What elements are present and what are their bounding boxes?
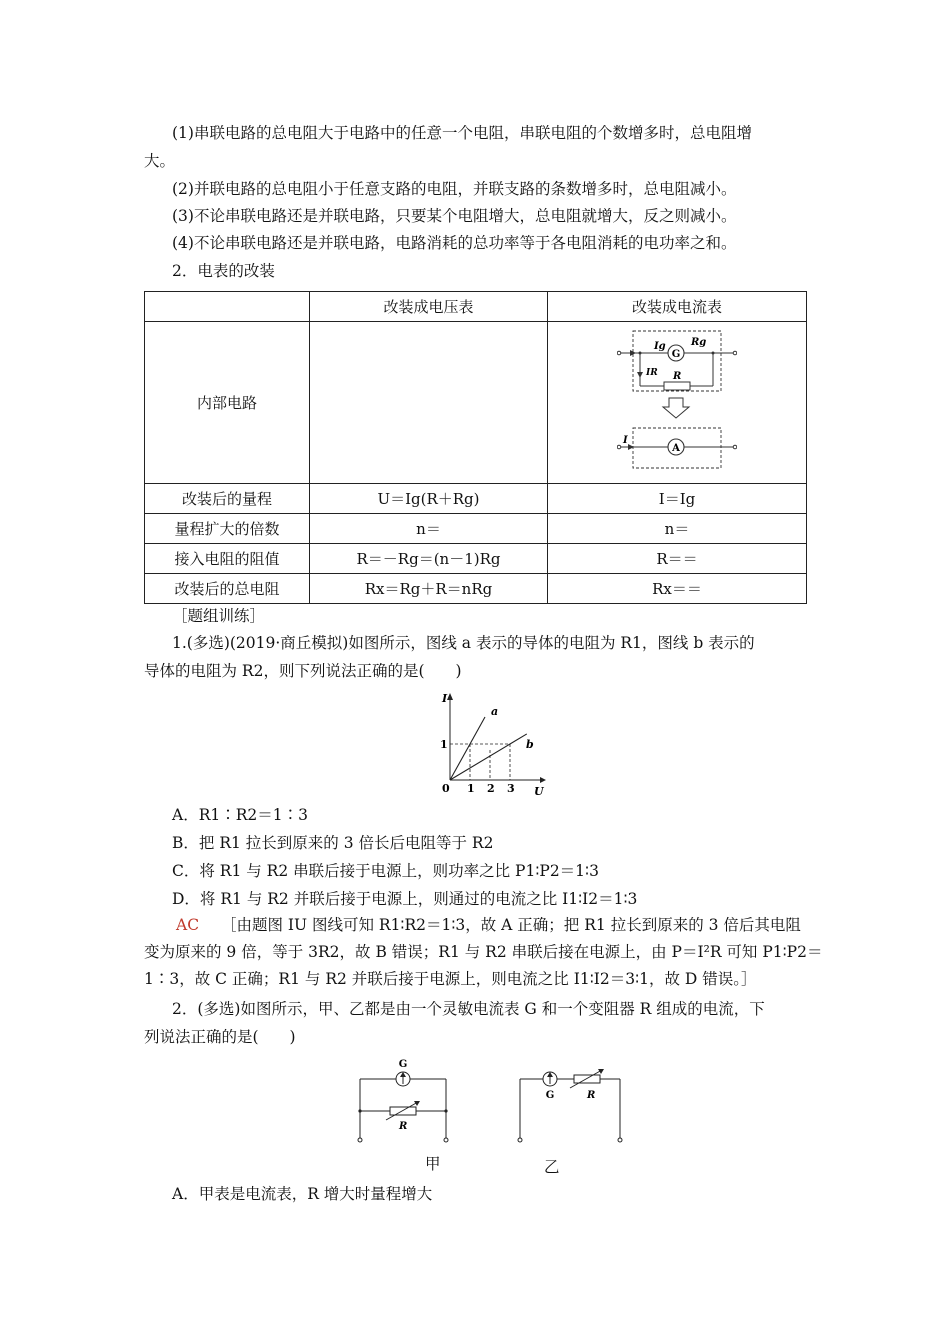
g-label: G — [545, 1090, 555, 1101]
series-line-b — [450, 734, 527, 780]
intro-paragraph-1: (1)串联电路的总电阻大于电路中的任意一个电阻，串联电阻的个数增多时，总电阻增 — [172, 124, 752, 142]
question-2-stem-cont: 列说法正确的是( ) — [144, 1028, 296, 1046]
x-tick-label: 1 — [467, 782, 475, 795]
table-row-label: 改装后的总电阻 — [145, 574, 310, 604]
y-tick-label: 1 — [440, 738, 448, 751]
q1-explanation-line-2: 变为原来的 9 倍，等于 3R2，故 B 错误；R1 与 R2 串联后接在电源上，由 P＝I²R 可知 P1∶P2＝ — [144, 943, 823, 961]
svg-text:R: R — [673, 370, 682, 382]
svg-text:A: A — [672, 442, 680, 454]
g-label: G — [398, 1059, 408, 1070]
table-header-voltmeter: 改装成电压表 — [310, 292, 548, 322]
svg-text:Ig: Ig — [654, 340, 666, 352]
svg-text:Rg: Rg — [691, 336, 707, 348]
table-row-label: 量程扩大的倍数 — [145, 514, 310, 544]
q2-option-a: A．甲表是电流表，R 增大时量程增大 — [172, 1185, 433, 1203]
q1-option-a: A．R1∶R2＝1∶3 — [172, 806, 308, 824]
question-1-stem: 1.(多选)(2019·商丘模拟)如图所示，图线 a 表示的导体的电阻为 R1，图线 b 表示的 — [172, 634, 755, 652]
table-cell: n＝ — [548, 514, 807, 544]
table-cell: n＝ — [310, 514, 548, 544]
q1-option-d: D．将 R1 与 R2 并联后接于电源上，则通过的电流之比 I1∶I2＝1∶3 — [172, 890, 638, 908]
down-arrow-icon — [663, 398, 689, 418]
table-cell: Rx＝Rg＋R＝nRg — [310, 574, 548, 604]
table-cell: Rx＝＝ — [548, 574, 807, 604]
y-axis-label: I — [442, 692, 448, 705]
x-axis-label: U — [534, 785, 544, 798]
intro-paragraph-1-cont: 大。 — [144, 152, 176, 170]
table-header-blank — [145, 292, 310, 322]
table-cell: U＝Ig(R＋Rg) — [310, 484, 548, 514]
ammeter-conversion-circuit — [617, 326, 737, 476]
intro-paragraph-2: (2)并联电路的总电阻小于任意支路的电阻，并联支路的条数增多时，总电阻减小。 — [172, 180, 737, 198]
table-cell: I＝Ig — [548, 484, 807, 514]
shunt-resistor — [664, 382, 690, 390]
explanation-text: ［由题图 IU 图线可知 R1∶R2＝1∶3，故 A 正确；把 R1 拉长到原来的 3 倍后其电阻 — [220, 916, 801, 934]
svg-text:I: I — [623, 434, 628, 446]
origin-label: 0 — [442, 782, 450, 795]
series-label-a: a — [491, 705, 499, 718]
q1-explanation-line-1 — [176, 914, 801, 936]
r-label: R — [587, 1090, 596, 1101]
question-2-stem: 2．(多选)如图所示，甲、乙都是由一个灵敏电流表 G 和一个变阻器 R 组成的电流，下 — [172, 1000, 765, 1018]
q1-explanation-line-3: 1∶3，故 C 正确；R1 与 R2 并联后接于电源上，则电流之比 I1∶I2＝3∶1，故 D 错误。］ — [144, 970, 757, 988]
q1-option-b: B．把 R1 拉长到原来的 3 倍长后电阻等于 R2 — [172, 834, 494, 852]
circuit-jia — [352, 1056, 456, 1146]
circuit-yi — [514, 1062, 626, 1146]
figure-caption-yi: 乙 — [544, 1158, 560, 1176]
table-header-ammeter: 改装成电流表 — [548, 292, 807, 322]
x-tick-label: 3 — [507, 782, 515, 795]
svg-text:G: G — [671, 348, 681, 360]
meter-conversion-table — [144, 291, 807, 604]
training-header: ［题组训练］ — [172, 607, 266, 625]
table-row-label: 改装后的量程 — [145, 484, 310, 514]
answer-key: AC — [176, 916, 200, 934]
table-cell-voltmeter-circuit — [310, 322, 548, 484]
series-line-a — [450, 717, 485, 780]
table-cell: R＝＝ — [548, 544, 807, 574]
table-cell: R＝－Rg＝(n－1)Rg — [310, 544, 548, 574]
q1-option-c: C．将 R1 与 R2 串联后接于电源上，则功率之比 P1∶P2＝1∶3 — [172, 862, 599, 880]
r-label: R — [399, 1121, 408, 1132]
figure-caption-jia: 甲 — [425, 1155, 441, 1173]
iu-graph — [430, 688, 550, 800]
svg-text:IR: IR — [646, 367, 658, 378]
x-tick-label: 2 — [487, 782, 495, 795]
table-row-label: 内部电路 — [145, 322, 310, 484]
question-1-stem-cont: 导体的电阻为 R2，则下列说法正确的是( ) — [144, 662, 462, 680]
y-axis-arrow-icon — [447, 693, 453, 700]
intro-paragraph-4: (4)不论串联电路还是并联电路，电路消耗的总功率等于各电阻消耗的电功率之和。 — [172, 234, 737, 252]
series-label-b: b — [526, 738, 534, 751]
intro-paragraph-3: (3)不论串联电路还是并联电路，只要某个电阻增大，总电阻就增大，反之则减小。 — [172, 207, 737, 225]
table-cell-ammeter-circuit — [548, 322, 807, 484]
x-axis-arrow-icon — [540, 777, 546, 783]
table-row-label: 接入电阻的阻值 — [145, 544, 310, 574]
section-title: 2．电表的改装 — [172, 262, 275, 280]
